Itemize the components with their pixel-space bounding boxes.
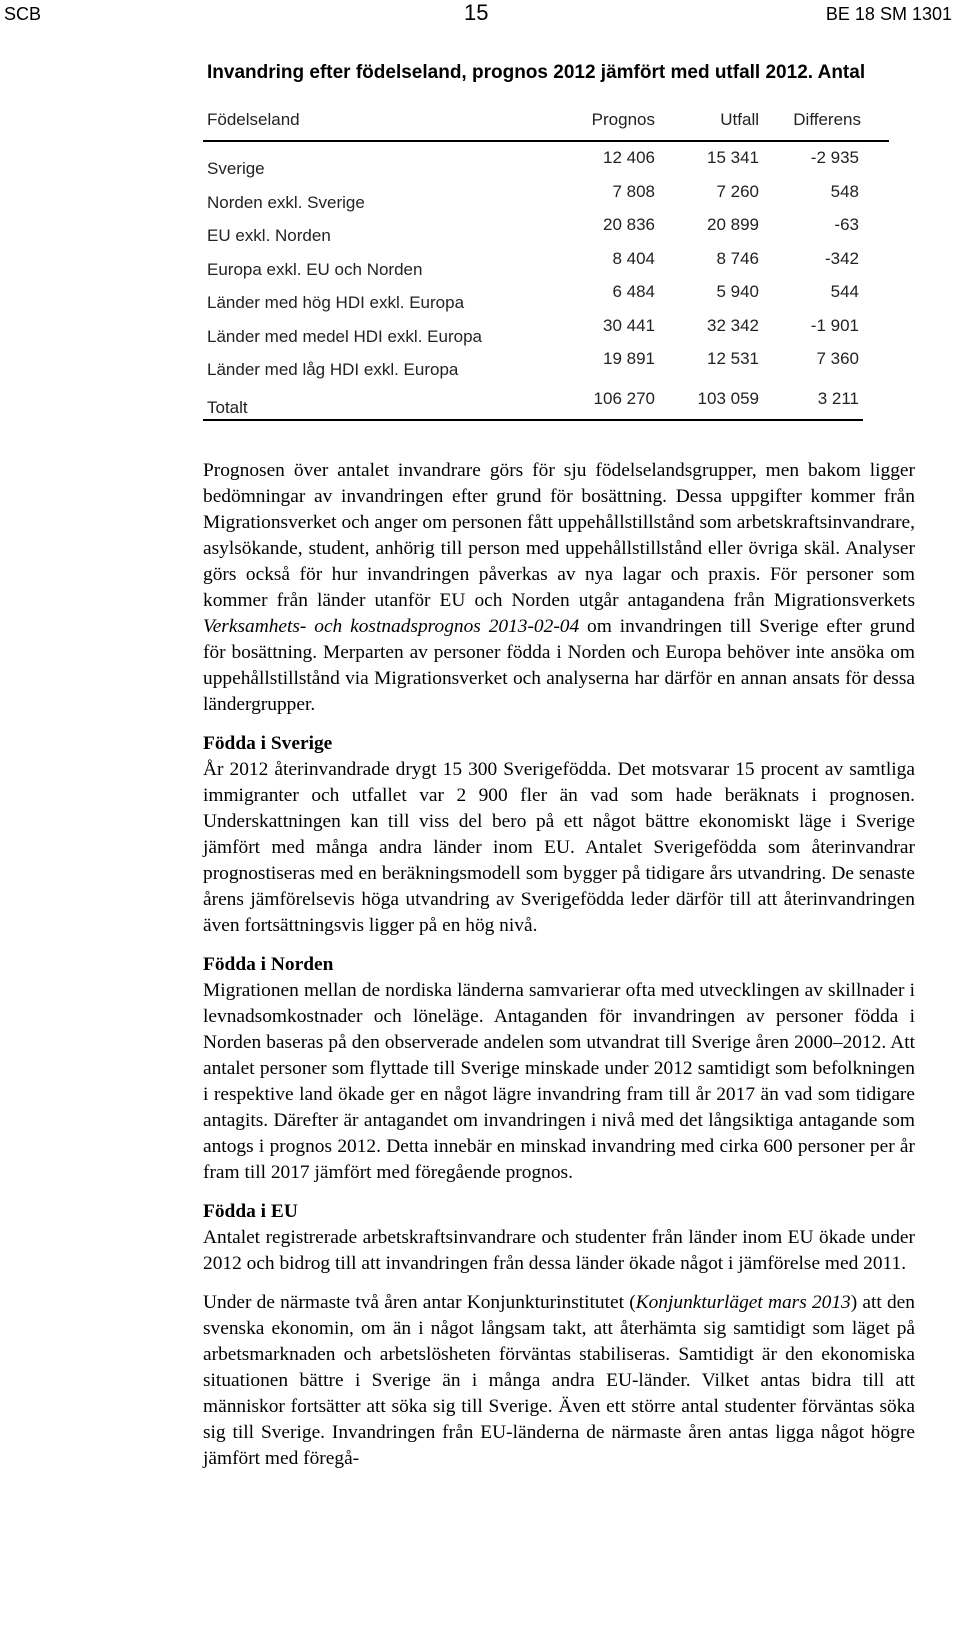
- table-row: [203, 148, 889, 186]
- section-sverige: [203, 731, 915, 939]
- cell-utfall: 12 531: [707, 349, 759, 368]
- table-title: Invandring efter födelseland, prognos 2012 jämfört med utfall 2012. Antal: [207, 62, 866, 83]
- cell-differens: -63: [834, 215, 859, 234]
- publisher-label: SCB: [4, 4, 42, 24]
- report-title-italic: Konjunkturläget mars 2013: [635, 1292, 851, 1313]
- table-header-row: [203, 106, 889, 142]
- cell-utfall: 7 260: [716, 181, 759, 201]
- body-text: [203, 458, 915, 1485]
- row-label: EU exkl. Norden: [207, 226, 331, 245]
- row-label: Totalt: [207, 397, 248, 417]
- table-row: [203, 282, 889, 320]
- section-heading: Födda i EU: [203, 1201, 298, 1222]
- table-body: [203, 142, 889, 420]
- row-label: Norden exkl. Sverige: [207, 192, 365, 212]
- cell-prognos: 7 808: [612, 181, 655, 201]
- row-label: Sverige: [207, 159, 265, 178]
- row-label: Länder med hög HDI exkl. Europa: [207, 293, 465, 312]
- table-row-total: [203, 387, 889, 421]
- series-code: BE 18 SM 1301: [825, 4, 952, 24]
- section-paragraph: Migrationen mellan de nordiska länderna samvarierar ofta med utvecklingen av skillnader i levnadsomkostnader och löneläge. Antaganden för invandringen av personer födda i Norden baseras på den observerade andelen som utvandrat till Sverige åren 2000–2012. Att antalet personer som flyttade till Sverige minskade under 2012 samtidigt som befolkningen i respektive land ökade ger en något lägre invandring fram till år 2017 än vad som tidigare antagits. Därefter är antagandet om invandringen i nivå med det långsiktiga antagande som antogs i prognos 2012. Detta innebär en minskad invandring med cirka 600 personer per år fram till 2017 jämfört med föregående prognos.: [203, 980, 915, 1183]
- column-header-prognos: Prognos: [591, 110, 655, 129]
- paragraph-konjunktur: [203, 1290, 915, 1472]
- cell-utfall: 20 899: [707, 215, 759, 234]
- table-row: [203, 215, 889, 253]
- page-number: 15: [464, 0, 489, 25]
- paragraph-text: Prognosen över antalet invandrare görs för sju födelselandsgrupper, men bakom ligger bedömningar av invandringen efter grund för bosättning. Dessa uppgifter kommer från Migrationsverket och anger om personen fått uppehållstillstånd som arbetskraftsinvandrare, asylsökande, student, anhörig till person med uppehållstillstånd eller övriga skäl. Analyser görs också för hur invandringen påverkas av nya lagar och praxis. För personer som kommer från länder utanför EU och Norden utgår antagandena från Migrationsverkets: [203, 460, 915, 611]
- cell-utfall: 8 746: [716, 248, 759, 268]
- cell-utfall: 5 940: [716, 282, 759, 301]
- cell-prognos: 8 404: [612, 248, 655, 268]
- table-row: [203, 349, 889, 387]
- cell-differens: -342: [824, 248, 859, 268]
- row-label: Länder med låg HDI exkl. Europa: [207, 360, 459, 379]
- section-norden: [203, 952, 915, 1186]
- table-row: [203, 248, 889, 287]
- table-bottom-rule: [203, 419, 863, 421]
- column-header-utfall: Utfall: [720, 110, 759, 129]
- report-title-italic: Verksamhets- och kostnadsprognos 2013-02-04: [203, 616, 580, 637]
- paragraph-text: om invandringen till Sverige efter grund för bosättning. Merparten av personer födda i Norden och Europa behöver inte ansöka om uppehållstillstånd via Migrationsverket och analyserna har därför en annan ansats för dessa ländergrupper.: [203, 616, 916, 715]
- paragraph-intro: [203, 458, 915, 718]
- page-header: [0, 0, 960, 34]
- cell-differens: 548: [830, 181, 859, 201]
- cell-prognos: 106 270: [593, 388, 655, 408]
- section-heading: Födda i Norden: [203, 954, 334, 975]
- cell-utfall: 32 342: [707, 315, 759, 335]
- cell-differens: -1 901: [810, 315, 859, 335]
- cell-prognos: 6 484: [612, 282, 655, 301]
- row-label: Europa exkl. EU och Norden: [207, 259, 423, 279]
- paragraph-text: ) att den svenska ekonomin, om än i något långsam takt, att återhämta sig samtidigt som läget på arbetsmarknaden och arbetslösheten förväntas stabiliseras. Samtidigt är den ekonomiska situationen bättre i Sverige än i många andra EU-länder. Vilket antas bidra till att människor fortsätter att söka sig till Sverige. Även ett större antal studenter förväntas söka sig till Sverige. Invandringen från EU-länderna de närmaste åren antas ligga något högre jämfört med föregå-: [203, 1292, 915, 1469]
- section-heading: Födda i Sverige: [203, 733, 333, 754]
- cell-utfall: 15 341: [707, 148, 759, 167]
- column-header-differens: Differens: [793, 110, 861, 129]
- cell-prognos: 20 836: [603, 215, 655, 234]
- section-paragraph: Antalet registrerade arbetskraftsinvandrare och studenter från länder inom EU ökade under 2012 och bidrog till att invandringen från dessa länder ökade något i jämförelse med 2011.: [203, 1227, 915, 1274]
- table-row: [203, 181, 889, 220]
- cell-differens: 3 211: [817, 388, 859, 408]
- cell-prognos: 30 441: [603, 315, 655, 335]
- cell-prognos: 12 406: [603, 148, 655, 167]
- table-row: [203, 315, 889, 354]
- cell-differens: -2 935: [810, 148, 859, 167]
- data-table: [203, 106, 889, 420]
- section-eu: [203, 1199, 915, 1277]
- section-paragraph: År 2012 återinvandrade drygt 15 300 Sverigefödda. Det motsvarar 15 procent av samtliga immigranter och utfallet var 2 900 fler än vad som hade beräknats i prognosen. Underskattningen kan till viss del bero på ett något bättre ekonomiskt läge i Sverige jämfört med många andra länder inom EU. Antalet Sverigefödda som återinvandrar prognostiseras med en beräkningsmodell som bygger på tidigare års utvandring. De senaste årens jämförelsevis höga utvandring av Sverigefödda leder därför till att återinvandringen även fortsättningsvis ligger på en hög nivå.: [203, 759, 915, 936]
- cell-utfall: 103 059: [697, 388, 759, 408]
- paragraph-text: Under de närmaste två åren antar Konjunkturinstitutet (: [203, 1292, 636, 1313]
- cell-differens: 544: [830, 282, 859, 301]
- column-header-fodelseland: Födelseland: [207, 110, 300, 129]
- cell-prognos: 19 891: [603, 349, 655, 368]
- row-label: Länder med medel HDI exkl. Europa: [207, 326, 482, 346]
- cell-differens: 7 360: [816, 349, 859, 368]
